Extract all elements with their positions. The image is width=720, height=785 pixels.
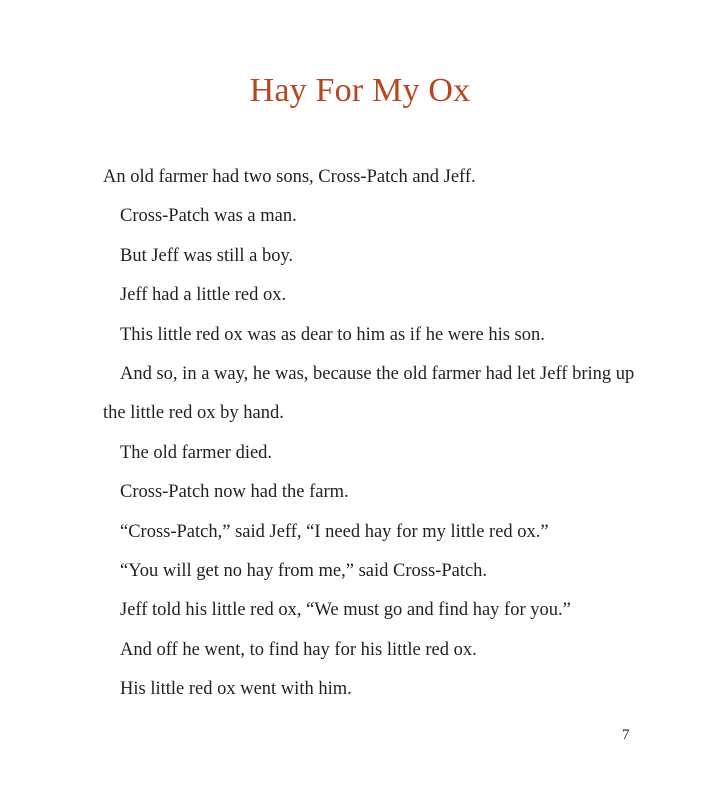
paragraph: His little red ox went with him. <box>120 679 352 700</box>
paragraph: But Jeff was still a boy. <box>120 245 294 266</box>
paragraph: Cross-Patch now had the farm. <box>120 482 349 503</box>
paragraph: “Cross-Patch,” said Jeff, “I need hay for my little red ox.” <box>120 521 549 542</box>
paragraph: Jeff had a little red ox. <box>120 285 287 306</box>
page-number: 7 <box>622 727 630 743</box>
paragraph: Cross-Patch was a man. <box>120 206 297 227</box>
paragraph: An old farmer had two sons, Cross-Patch and Jeff. <box>103 167 476 187</box>
paragraph: “You will get no hay from me,” said Cross-Patch. <box>120 561 488 582</box>
paragraph: And off he went, to find hay for his little red ox. <box>120 639 477 660</box>
paragraph: And so, in a way, he was, because the old farmer had let Jeff bring up the little red ox by hand. <box>103 364 635 424</box>
story-text <box>103 158 648 710</box>
page-title: Hay For My Ox <box>249 72 471 109</box>
paragraph: The old farmer died. <box>120 442 273 463</box>
paragraph: This little red ox was as dear to him as if he were his son. <box>120 324 545 345</box>
paragraph: Jeff told his little red ox, “We must go and find hay for you.” <box>120 600 571 621</box>
